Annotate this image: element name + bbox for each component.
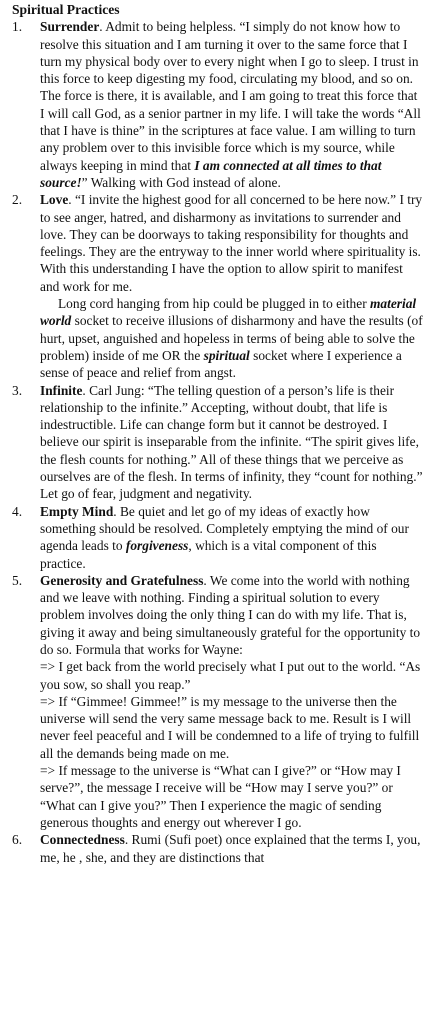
body-text: . Be quiet and let go of my ideas of exactly how something should be resolved. Completely emptying the mind of our agenda leads to bbox=[40, 503, 409, 554]
practice-body bbox=[40, 831, 424, 866]
practice-paragraph bbox=[40, 191, 424, 295]
practice-body bbox=[40, 18, 424, 191]
practice-paragraph bbox=[40, 831, 424, 866]
practice-heading: Connectedness bbox=[40, 832, 125, 848]
body-text: socket to receive illusions of disharmony and have the results (of hurt, upset, anguished and hopeless in terms of being able to solve the problem) inside of me OR the bbox=[40, 313, 423, 363]
practice-heading: Love bbox=[40, 192, 69, 208]
practice-paragraph bbox=[40, 693, 424, 762]
body-text: => If message to the universe is “What can I give?” or “How may I serve?”, the message I receive will be “How may I serve you?” or “What can I give you?” Then I experience the magic of sending generous thoughts and energy out wherever I go. bbox=[40, 763, 401, 830]
document-title: Spiritual Practices bbox=[12, 2, 120, 17]
body-text: . “I invite the highest good for all concerned to be here now.” I try to see anger, hatred, and disharmony as invitations to surrender and love. They can be doorways to taking responsibility for thoughts and feelings. They are the entryway to the inner world where spirituality is. With this understanding I have the option to allow spirit to manifest and work for me. bbox=[40, 192, 423, 294]
practice-heading: Empty Mind bbox=[40, 503, 114, 519]
body-text: . We come into the world with nothing and we leave with nothing. Finding a spiritual solution to every problem involves doing the only thing I can do with my life. That is, giving it away and being simultaneously grateful for the opportunity to do so. Formula that works for Wayne: bbox=[40, 572, 421, 657]
practice-paragraph bbox=[40, 572, 424, 658]
body-text: => If “Gimmee! Gimmee!” is my message to the universe then the universe will send the very same message back to me. Result is I will never feel peaceful and I will be condemned to a life of trying to fulfill all the demands being made on me. bbox=[40, 693, 420, 761]
practice-number: 6. bbox=[12, 832, 23, 848]
practice-list bbox=[12, 18, 424, 866]
practice-paragraph bbox=[40, 295, 424, 381]
body-text: ” Walking with God instead of alone. bbox=[81, 174, 281, 190]
body-text: , which is a vital component of this practice. bbox=[40, 538, 377, 571]
practice-item bbox=[12, 831, 424, 866]
practice-paragraph bbox=[40, 503, 424, 572]
practice-item bbox=[12, 191, 424, 381]
practice-paragraph bbox=[40, 762, 424, 831]
practice-heading: Surrender bbox=[40, 19, 100, 35]
practice-heading: Infinite bbox=[40, 382, 83, 398]
practice-item bbox=[12, 503, 424, 572]
practice-item bbox=[12, 18, 424, 191]
practice-item bbox=[12, 572, 424, 831]
practice-number: 1. bbox=[12, 19, 23, 35]
practice-paragraph bbox=[40, 382, 424, 503]
practice-number: 4. bbox=[12, 503, 23, 519]
practice-body bbox=[40, 503, 424, 572]
emphasis-text: material world bbox=[40, 296, 417, 329]
practice-item bbox=[12, 382, 424, 503]
emphasis-text: I am connected at all times to that source! bbox=[40, 157, 382, 190]
body-text: => I get back from the world precisely what I put out to the world. “As you sow, so shall you reap.” bbox=[40, 659, 421, 692]
emphasis-text: spiritual bbox=[203, 347, 250, 363]
practice-body bbox=[40, 382, 424, 503]
practice-body bbox=[40, 191, 424, 381]
practice-heading: Generosity and Gratefulness bbox=[40, 572, 204, 588]
practice-number: 5. bbox=[12, 572, 23, 588]
emphasis-text: forgiveness bbox=[125, 538, 189, 554]
body-text: Long cord hanging from hip could be plugged in to either bbox=[58, 296, 371, 312]
practice-paragraph bbox=[40, 18, 424, 191]
practice-number: 3. bbox=[12, 382, 23, 398]
body-text: . Admit to being helpless. “I simply do not know how to resolve this situation and I am turning it over to the same force that I turn my physical body over to every night when I go to sleep. I trust in this force to keep digesting my food, circulating my blood, and so on. The force is there, it is available, and I am going to treat this force that I will call God, as a senior partner in my life. I will take the words “All that I have is thine” in the scriptures at face value. I am willing to turn any problem over to this invisible force which is my source, while always keeping in mind that bbox=[40, 19, 421, 173]
practice-body bbox=[40, 572, 424, 831]
body-text: socket where I experience a sense of peace and relief from angst. bbox=[40, 347, 402, 381]
practice-paragraph bbox=[40, 658, 424, 693]
body-text: . Carl Jung: “The telling question of a person’s life is their relationship to the infinite.” Accepting, without doubt, that life is indestructible. Life can change form but it cannot be destroyed. I believe our spirit is inseparable from the infinite. “The spirit gives life, the flesh counts for nothing.” All of these things that we perceive as ourselves are of the flesh. In terms of infinity, they “count for nothing.” Let go of fear, judgment and negativity. bbox=[40, 382, 423, 502]
body-text: . Rumi (Sufi poet) once explained that the terms I, you, me, he , she, and they are distinctions that bbox=[40, 832, 421, 865]
practice-number: 2. bbox=[12, 192, 23, 208]
